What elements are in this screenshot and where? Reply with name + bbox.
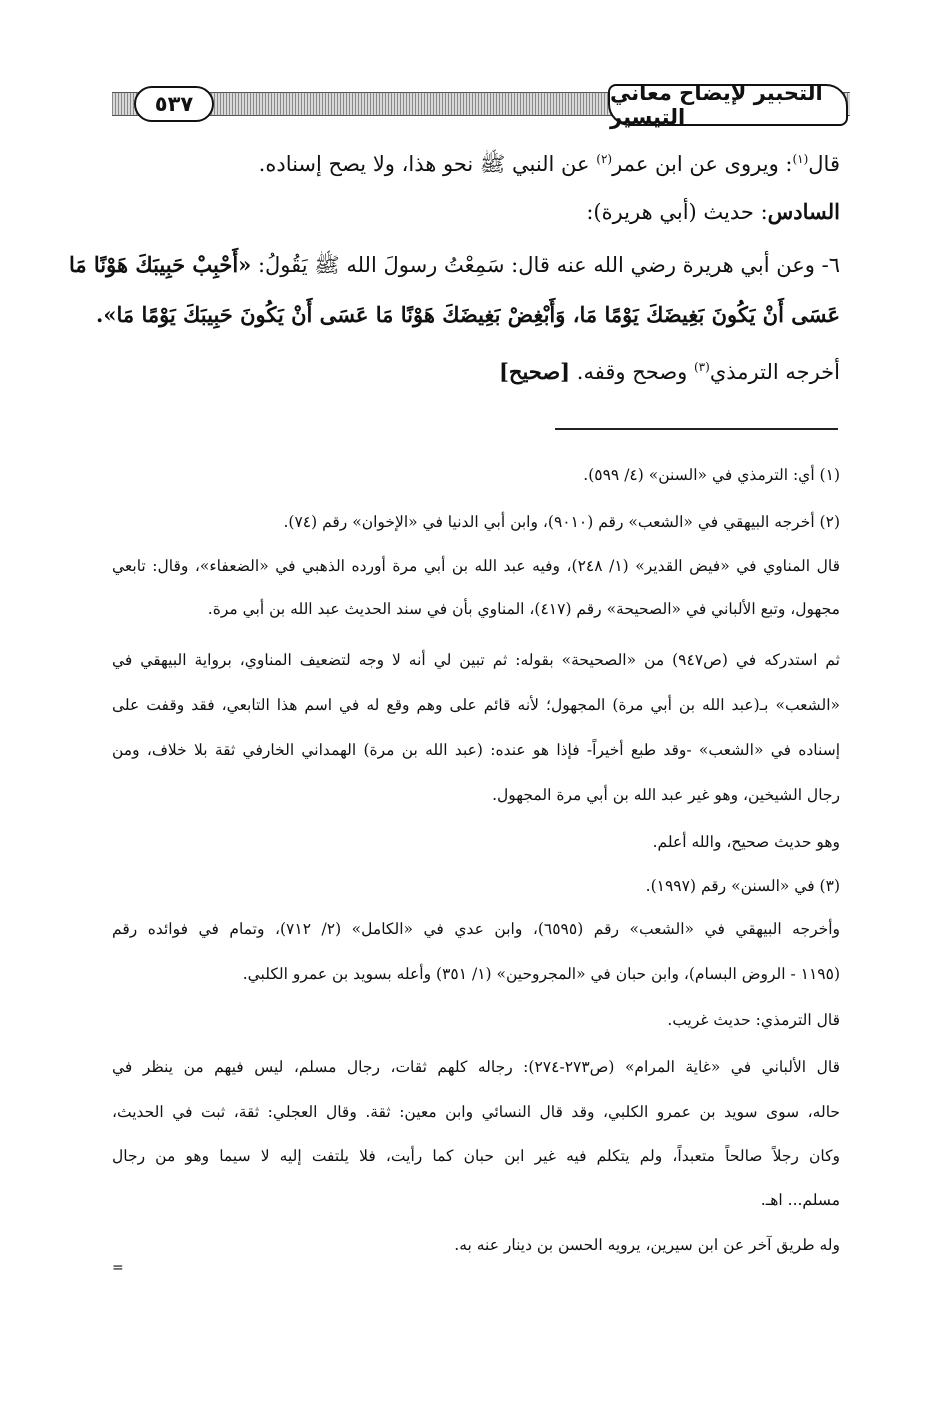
footnote-line: مسلم... اهـ. bbox=[760, 1191, 840, 1209]
page-header bbox=[112, 81, 850, 129]
takhrij-text-b: وصحح وقفه. bbox=[570, 360, 694, 384]
footnote-line: (١١٩٥ - الروض البسام)، وابن حبان في «المجروحين» (١/ ٣٥١) وأعله بسويد بن عمرو الكلبي. bbox=[242, 965, 840, 983]
footnote-ref-3: (٣) bbox=[693, 360, 710, 374]
footnote-line: وهو حديث صحيح، والله أعلم. bbox=[652, 833, 840, 851]
footnote-line: مجهول، وتبع الألباني في «الصحيحة» رقم (٤١٧)، المناوي بأن في سند الحديث عبد الله بن أبي مرة. bbox=[207, 600, 840, 618]
hadith-prophetic-words-1: «أَحْبِبْ حَبِيبَكَ هَوْنًا مَا bbox=[68, 252, 252, 277]
footnote-line: (٢) أخرجه البيهقي في «الشعب» رقم (٩٠١٠)، وابن أبي الدنيا في «الإخوان» رقم (٧٤). bbox=[283, 513, 840, 531]
page-number: ٥٣٧ bbox=[154, 92, 194, 116]
book-title: التحبير لإيضاح معاني التيسير bbox=[610, 81, 823, 129]
footnote-line: «الشعب» بـ(عبد الله بن أبي مرة) المجهول؛ لأنه قائم على وهم وقع له في اسم هذا التابعي، فقد وقفت على bbox=[112, 696, 840, 714]
footnote-line: (١) أي: الترمذي في «السنن» (٤/ ٥٩٩). bbox=[583, 466, 840, 484]
page-number-frame bbox=[134, 86, 214, 122]
line1-part-b: : ويروى عن ابن عمر bbox=[612, 152, 793, 176]
hadith-line-1 bbox=[69, 250, 840, 280]
continuation-mark: = bbox=[112, 1260, 124, 1276]
footnote-line: إسناده في «الشعب» -وقد طبع أخيراً- فإذا هو عنده: (عبد الله بن مرة) الهمداني الخارفي ثقة بلا خلاف، ومن bbox=[112, 741, 840, 759]
footnote-line: قال الألباني في «غاية المرام» (ص٢٧٣-٢٧٤): رجاله كلهم ثقات، رجال مسلم، ليس فيهم من ينظر في bbox=[112, 1058, 840, 1076]
footnote-line: قال المناوي في «فيض القدير» (١/ ٢٤٨)، وفيه عبد الله بن أبي مرة أورده الذهبي في «الضعفاء»، وقال: تابعي bbox=[112, 557, 840, 575]
takhrij-text-a: أخرجه الترمذي bbox=[709, 360, 840, 384]
footnote-line: حاله، سوى سويد بن عمرو الكلبي، وقد قال النسائي وابن معين: ثقة. وقال العجلي: ثقة، ثبت في الحديث، bbox=[112, 1103, 840, 1121]
footnote-ref-1: (١) bbox=[792, 152, 809, 166]
hadith-intro: ٦- وعن أبي هريرة رضي الله عنه قال: سَمِعْتُ رسولَ الله ﷺ يَقُولُ: bbox=[251, 253, 840, 277]
section-heading bbox=[586, 197, 840, 227]
hadith-grade: [صحيح] bbox=[498, 359, 571, 384]
footnote-line: وأخرجه البيهقي في «الشعب» رقم (٦٥٩٥)، وابن عدي في «الكامل» (٢/ ٧١٢)، وتمام في فوائده رقم bbox=[112, 920, 840, 938]
section-label: السادس bbox=[767, 199, 840, 224]
hadith-line-2: عَسَى أَنْ يَكُونَ بَغِيضَكَ يَوْمًا مَا، وَأَبْغِضْ بَغِيضَكَ هَوْنًا مَا عَسَى أَنْ يَكُونَ حَبِيبَكَ يَوْمًا مَا». bbox=[96, 302, 840, 327]
footnote-line: (٣) في «السنن» رقم (١٩٩٧). bbox=[645, 877, 840, 895]
footnote-line: قال الترمذي: حديث غريب. bbox=[667, 1011, 840, 1029]
footnote-line: ثم استدركه في (ص٩٤٧) من «الصحيحة» بقوله: ثم تبين لي أنه لا وجه لتضعيف المناوي، برواية البيهقي في bbox=[112, 651, 840, 669]
takhrij-line bbox=[499, 352, 840, 387]
footnote-divider bbox=[555, 428, 838, 430]
main-line-1 bbox=[259, 144, 840, 179]
section-text: : حديث (أبي هريرة): bbox=[586, 200, 768, 224]
footnote-ref-2: (٢) bbox=[596, 152, 613, 166]
footnote-line: وله طريق آخر عن ابن سيرين، يرويه الحسن بن دينار عنه به. bbox=[454, 1236, 840, 1254]
footnote-line: وكان رجلاً صالحاً متعبداً، ولم يتكلم فيه غير ابن حبان كما رأيت، فلا يلتفت إليه لا سيما وهو من رجال bbox=[112, 1147, 840, 1165]
footnote-line: رجال الشيخين، وهو غير عبد الله بن أبي مرة المجهول. bbox=[492, 786, 840, 804]
line1-part-c: عن النبي ﷺ نحو هذا، ولا يصح إسناده. bbox=[258, 152, 597, 176]
book-title-frame bbox=[608, 81, 848, 129]
line1-part-a: قال bbox=[808, 152, 840, 176]
